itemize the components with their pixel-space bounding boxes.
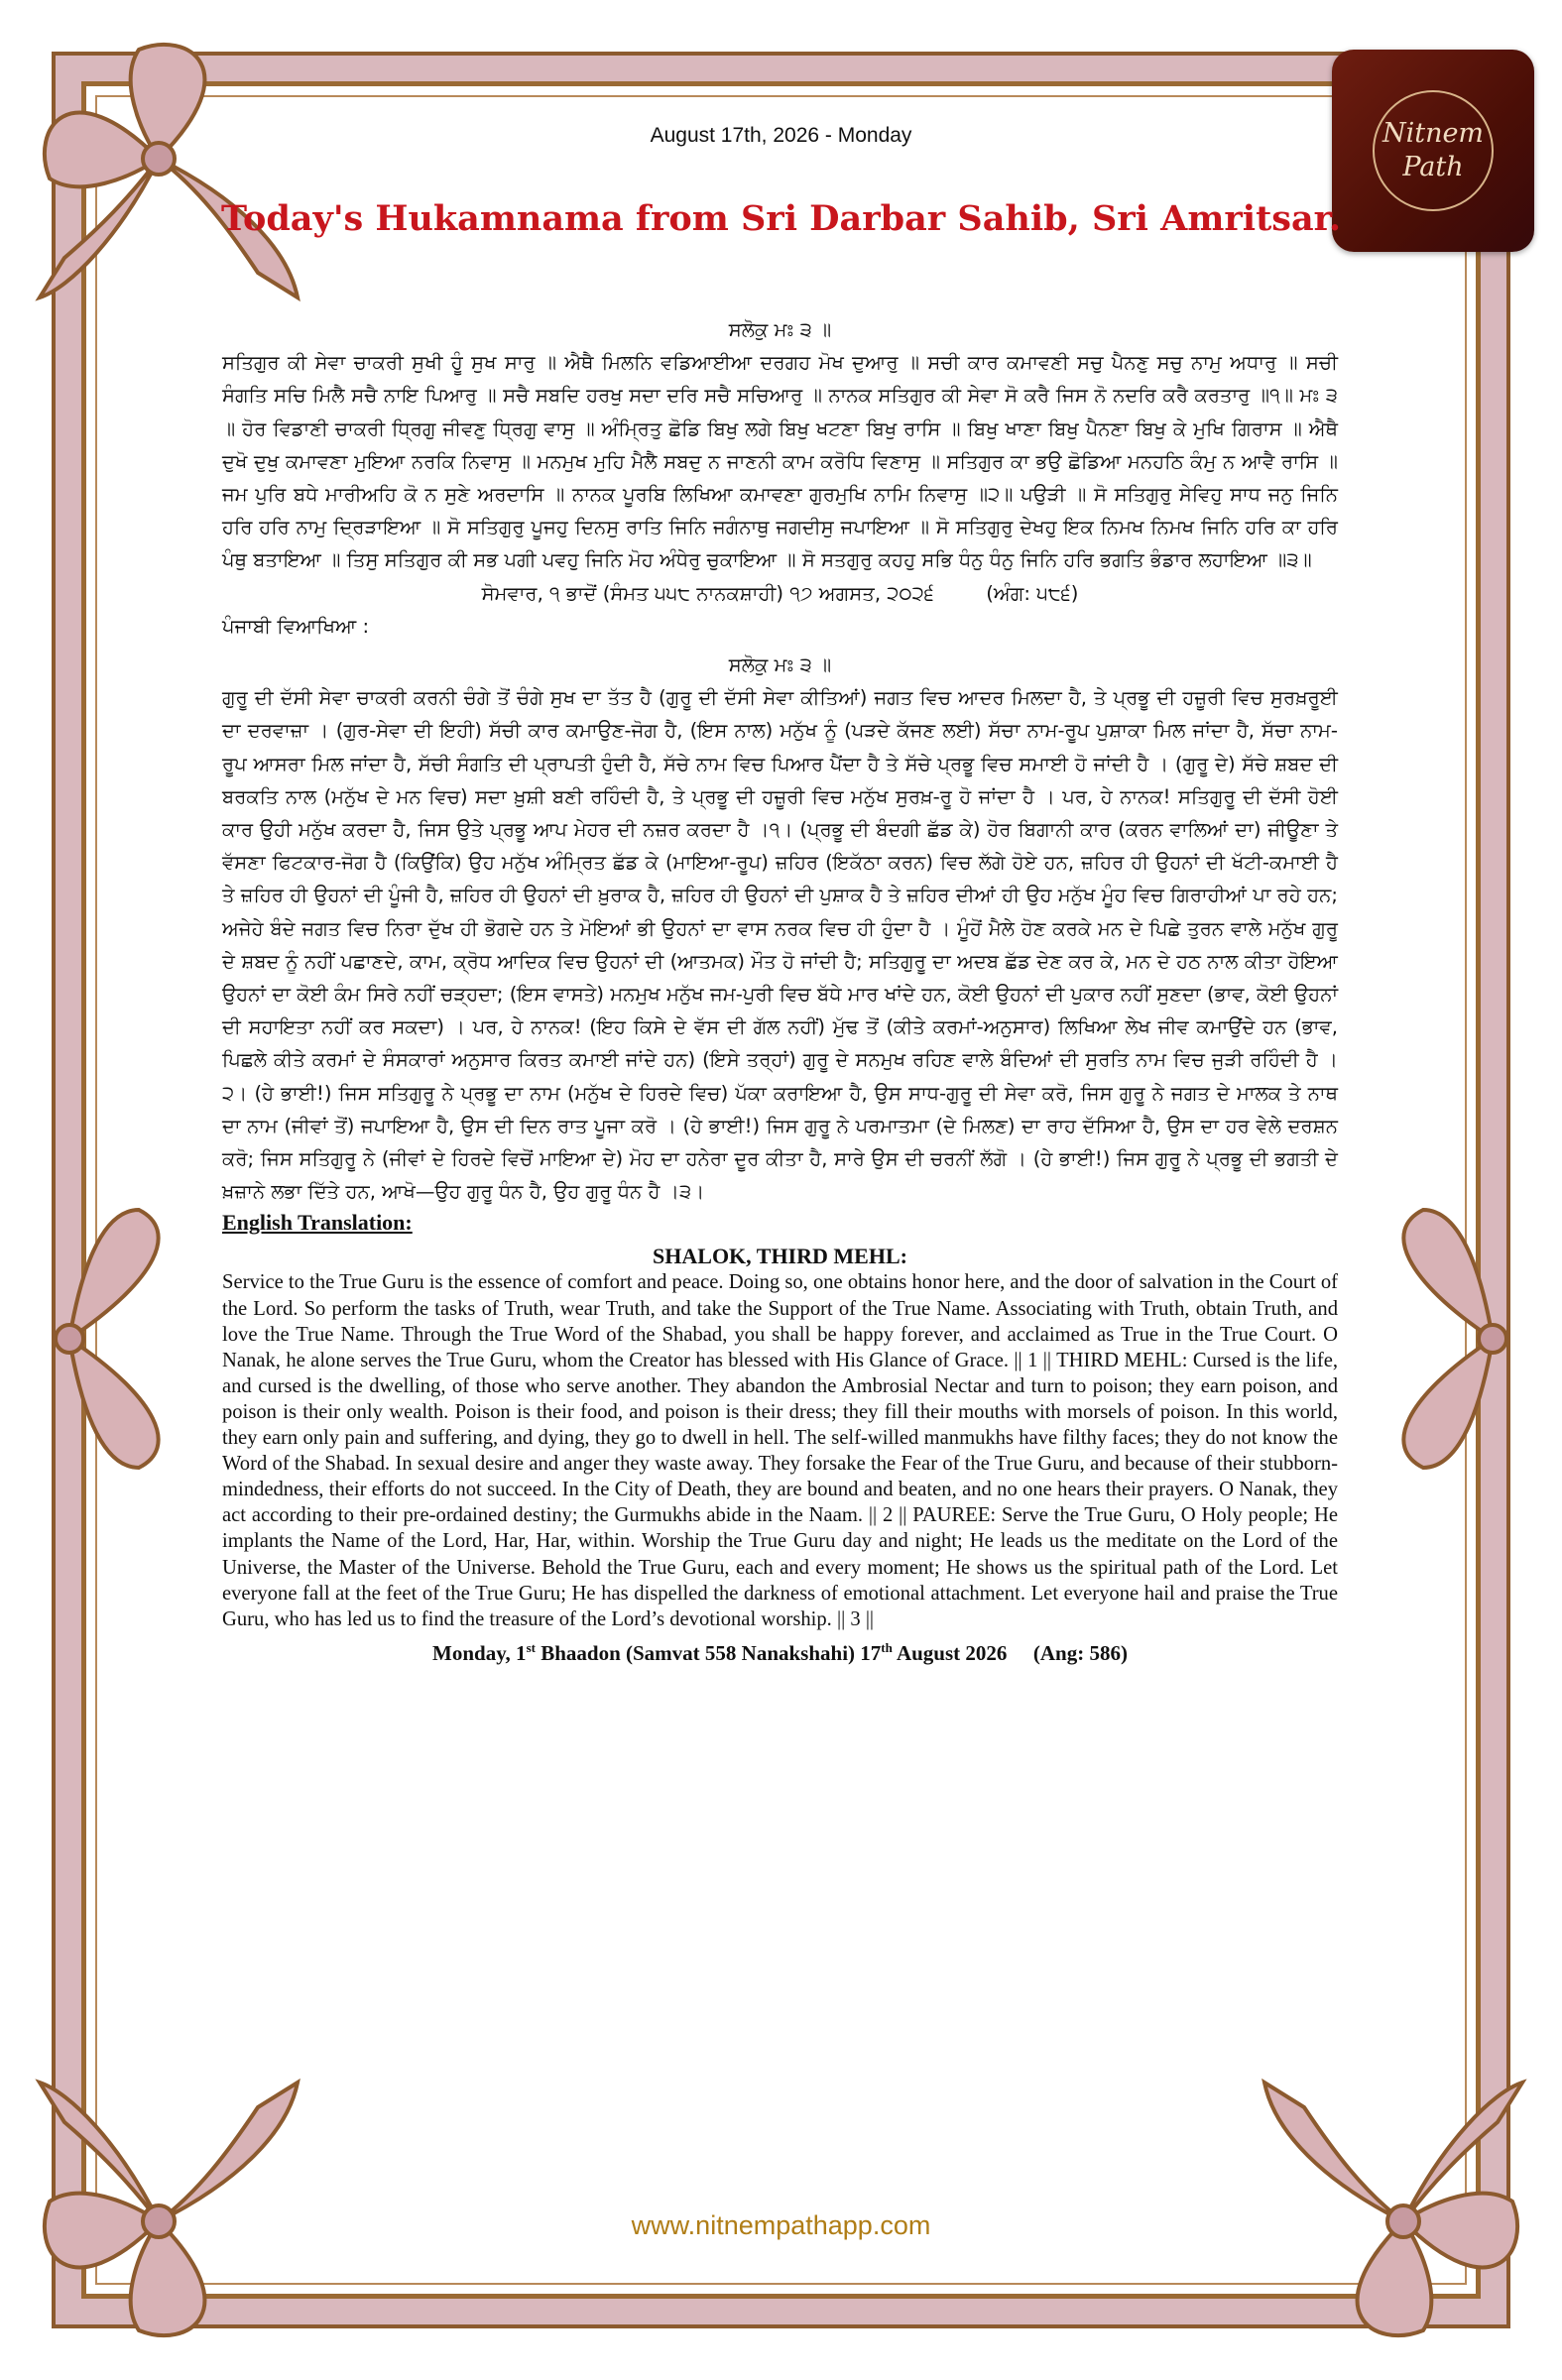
gurbani-ang: (ਅੰਗ: ੫੮੬)	[986, 581, 1079, 605]
gurbani-text: ਸਤਿਗੁਰ ਕੀ ਸੇਵਾ ਚਾਕਰੀ ਸੁਖੀ ਹੂੰ ਸੁਖ ਸਾਰੁ ॥ ਐਥੈ ਮਿਲਨਿ ਵਡਿਆਈਆ ਦਰਗਹ ਮੋਖ ਦੁਆਰੁ ॥ ਸਚੀ ਕਾਰ ਕਮਾਵਣੀ ਸਚੁ ਪੈਨਣੁ ਸਚੁ ਨਾਮੁ ਅਧਾਰੁ ॥ ਸਚੀ ਸੰਗਤਿ ਸਚਿ ਮਿਲੈ ਸਚੈ ਨਾਇ ਪਿਆਰੁ ॥ ਸਚੈ ਸਬਦਿ ਹਰਖੁ ਸਦਾ ਦਰਿ ਸਚੈ ਸਚਿਆਰੁ ॥ ਨਾਨਕ ਸਤਿਗੁਰ ਕੀ ਸੇਵਾ ਸੋ ਕਰੈ ਜਿਸ ਨੋ ਨਦਰਿ ਕਰੈ ਕਰਤਾਰੁ ॥੧॥ ਮਃ ੩ ॥ ਹੋਰ ਵਿਡਾਣੀ ਚਾਕਰੀ ਧ੍ਰਿਗੁ ਜੀਵਣੁ ਧ੍ਰਿਗੁ ਵਾਸੁ ॥ ਅੰਮ੍ਰਿਤੁ ਛੋਡਿ ਬਿਖੁ ਲਗੇ ਬਿਖੁ ਖਟਣਾ ਬਿਖੁ ਰਾਸਿ ॥ ਬਿਖੁ ਖਾਣਾ ਬਿਖੁ ਪੈਨਣਾ ਬਿਖੁ ਕੇ ਮੁਖਿ ਗਿਰਾਸ ॥ ਐਥੈ ਦੁਖੋ ਦੁਖੁ ਕਮਾਵਣਾ ਮੁਇਆ ਨਰਕਿ ਨਿਵਾਸੁ ॥ ਮਨਮੁਖ ਮੁਹਿ ਮੈਲੈ ਸਬਦੁ ਨ ਜਾਣਨੀ ਕਾਮ ਕਰੋਧਿ ਵਿਣਾਸੁ ॥ ਸਤਿਗੁਰ ਕਾ ਭਉ ਛੋਡਿਆ ਮਨਹਠਿ ਕੰਮੁ ਨ ਆਵੈ ਰਾਸਿ ॥ ਜਮ ਪੁਰਿ ਬਧੇ ਮਾਰੀਅਹਿ ਕੋ ਨ ਸੁਣੇ ਅਰਦਾਸਿ ॥ ਨਾਨਕ ਪੂਰਬਿ ਲਿਖਿਆ ਕਮਾਵਣਾ ਗੁਰਮੁਖਿ ਨਾਮਿ ਨਿਵਾਸੁ ॥੨॥ ਪਉੜੀ ॥ ਸੋ ਸਤਿਗੁਰੁ ਸੇਵਿਹੁ ਸਾਧ ਜਨੁ ਜਿਨਿ ਹਰਿ ਹਰਿ ਨਾਮੁ ਦ੍ਰਿੜਾਇਆ ॥ ਸੋ ਸਤਿਗੁਰੁ ਪੂਜਹੁ ਦਿਨਸੁ ਰਾਤਿ ਜਿਨਿ ਜਗੰਨਾਥੁ ਜਗਦੀਸੁ ਜਪਾਇਆ ॥ ਸੋ ਸਤਿਗੁਰੁ ਦੇਖਹੁ ਇਕ ਨਿਮਖ ਨਿਮਖ ਜਿਨਿ ਹਰਿ ਕਾ ਹਰਿ ਪੰਥੁ ਬਤਾਇਆ ॥ ਤਿਸੁ ਸਤਿਗੁਰ ਕੀ ਸਭ ਪਗੀ ਪਵਹੁ ਜਿਨਿ ਮੋਹ ਅੰਧੇਰੁ ਚੁਕਾਇਆ ॥ ਸੋ ਸਤਗੁਰੁ ਕਹਹੁ ਸਭਿ ਧੰਨੁ ਧੰਨੁ ਜਿਨਿ ਹਰਿ ਭਗਤਿ ਭੰਡਾਰ ਲਹਾਇਆ ॥੩॥	[222, 351, 1338, 572]
punjabi-explanation-label: ਪੰਜਾਬੀ ਵਿਆਖਿਆ :	[222, 614, 370, 638]
english-translation-label: English Translation:	[222, 1210, 413, 1236]
hukamnama-content	[222, 313, 1338, 1666]
bow-ornament-right-middle	[1374, 1200, 1552, 1478]
english-date-part-2: Bhaadon (Samvat 558 Nanakshahi) 17	[535, 1640, 882, 1665]
bow-ornament-top-left	[10, 10, 307, 307]
english-heading: SHALOK, THIRD MEHL:	[653, 1244, 907, 1269]
website-link[interactable]: www.nitnempathapp.com	[631, 2210, 931, 2240]
english-date-sup-1: st	[526, 1639, 536, 1655]
page-title: Today's Hukamnama from Sri Darbar Sahib, Sri Amritsar.	[220, 198, 1342, 239]
header-date: August 17th, 2026 - Monday	[650, 124, 912, 147]
english-date-part-1: Monday, 1	[432, 1640, 527, 1665]
english-date-sup-2: th	[881, 1639, 893, 1655]
gurbani-date: ਸੋਮਵਾਰ, ੧ ਭਾਦੋਂ (ਸੰਮਤ ੫੫੮ ਨਾਨਕਸ਼ਾਹੀ) ੧੭ ਅਗਸਤ, ੨੦੨੬	[481, 581, 934, 605]
english-date-line	[222, 1640, 1338, 1666]
english-ang: (Ang: 586)	[1032, 1640, 1128, 1665]
bow-ornament-left-middle	[10, 1200, 188, 1478]
logo-text-nitnem: Nitnem	[1382, 118, 1485, 149]
english-translation-text: Service to the True Guru is the essence of comfort and peace. Doing so, one obtains honor here, and the door of salvation in the Court of the Lord. So perform the tasks of Truth, wear Truth, and take the Support of the True Name. Associating with Truth, obtain Truth, and love the True Name. Through the True Word of the Shabad, you shall be happy forever, and acclaimed as True in the True Court. O Nanak, he alone serves the True Guru, whom the Creator has blessed with His Glance of Grace. || 1 || THIRD MEHL: Cursed is the life, and cursed is the dwelling, of those who serve another. They abandon the Ambrosial Nectar and turn to poison; they earn poison, and poison is their only wealth. Poison is their food, and poison is their dress; they fill their mouths with morsels of poison. In this world, they earn only pain and suffering, and dying, they go to dwell in hell. The self-willed manmukhs have filthy faces; they do not know the Word of the Shabad. In sexual desire and anger they waste away. They forsake the Fear of the True Guru, and because of their stubborn-mindedness, their efforts do not succeed. In the City of Death, they are bound and beaten, and no one hears their prayers. O Nanak, they act according to their pre-ordained destiny; the Gurmukhs abide in the Naam. || 2 || PAUREE: Serve the True Guru, O Holy people; He implants the Name of the Lord, Har, Har, within. Worship the True Guru day and night; He leads us the meditate on the Lord of the Universe, the Master of the Universe. Behold the True Guru, each and every moment; He shows us the spiritual path of the Lord. Let everyone fall at the feet of the True Guru; He has dispelled the darkness of emotional attachment. Let everyone hail and praise the True Guru, who has led us to find the treasure of the Lord’s devotional worship. || 3 ||	[222, 1271, 1338, 1630]
gurbani-date-line	[222, 577, 1338, 610]
logo-text-path: Path	[1402, 152, 1464, 182]
punjabi-explanation-text: ਗੁਰੂ ਦੀ ਦੱਸੀ ਸੇਵਾ ਚਾਕਰੀ ਕਰਨੀ ਚੰਗੇ ਤੋਂ ਚੰਗੇ ਸੁਖ ਦਾ ਤੱਤ ਹੈ (ਗੁਰੂ ਦੀ ਦੱਸੀ ਸੇਵਾ ਕੀਤਿਆਂ) ਜਗਤ ਵਿਚ ਆਦਰ ਮਿਲਦਾ ਹੈ, ਤੇ ਪ੍ਰਭੂ ਦੀ ਹਜ਼ੂਰੀ ਵਿਚ ਸੁਰਖ਼ਰੂਈ ਦਾ ਦਰਵਾਜ਼ਾ । (ਗੁਰ-ਸੇਵਾ ਦੀ ਇਹੀ) ਸੱਚੀ ਕਾਰ ਕਮਾਉਣ-ਜੋਗ ਹੈ, (ਇਸ ਨਾਲ) ਮਨੁੱਖ ਨੂੰ (ਪੜਦੇ ਕੱਜਣ ਲਈ) ਸੱਚਾ ਨਾਮ-ਰੂਪ ਪੁਸ਼ਾਕਾ ਮਿਲ ਜਾਂਦਾ ਹੈ, ਸੱਚਾ ਨਾਮ-ਰੂਪ ਆਸਰਾ ਮਿਲ ਜਾਂਦਾ ਹੈ, ਸੱਚੀ ਸੰਗਤਿ ਦੀ ਪ੍ਰਾਪਤੀ ਹੁੰਦੀ ਹੈ, ਸੱਚੇ ਨਾਮ ਵਿਚ ਪਿਆਰ ਪੈਂਦਾ ਹੈ ਤੇ ਸੱਚੇ ਪ੍ਰਭੂ ਵਿਚ ਸਮਾਈ ਹੋ ਜਾਂਦੀ ਹੈ । (ਗੁਰੂ ਦੇ) ਸੱਚੇ ਸ਼ਬਦ ਦੀ ਬਰਕਤਿ ਨਾਲ (ਮਨੁੱਖ ਦੇ ਮਨ ਵਿਚ) ਸਦਾ ਖ਼ੁਸ਼ੀ ਬਣੀ ਰਹਿੰਦੀ ਹੈ, ਤੇ ਪ੍ਰਭੂ ਦੀ ਹਜ਼ੂਰੀ ਵਿਚ ਮਨੁੱਖ ਸੁਰਖ਼-ਰੂ ਹੋ ਜਾਂਦਾ ਹੈ । ਪਰ, ਹੇ ਨਾਨਕ! ਸਤਿਗੁਰੂ ਦੀ ਦੱਸੀ ਹੋਈ ਕਾਰ ਉਹੀ ਮਨੁੱਖ ਕਰਦਾ ਹੈ, ਜਿਸ ਉਤੇ ਪ੍ਰਭੂ ਆਪ ਮੇਹਰ ਦੀ ਨਜ਼ਰ ਕਰਦਾ ਹੈ ।੧। (ਪ੍ਰਭੂ ਦੀ ਬੰਦਗੀ ਛੱਡ ਕੇ) ਹੋਰ ਬਿਗਾਨੀ ਕਾਰ (ਕਰਨ ਵਾਲਿਆਂ ਦਾ) ਜੀਊਣਾ ਤੇ ਵੱਸਣਾ ਫਿਟਕਾਰ-ਜੋਗ ਹੈ (ਕਿਉਂਕਿ) ਉਹ ਮਨੁੱਖ ਅੰਮ੍ਰਿਤ ਛੱਡ ਕੇ (ਮਾਇਆ-ਰੂਪ) ਜ਼ਹਿਰ (ਇਕੱਠਾ ਕਰਨ) ਵਿਚ ਲੱਗੇ ਹੋਏ ਹਨ, ਜ਼ਹਿਰ ਹੀ ਉਹਨਾਂ ਦੀ ਖੱਟੀ-ਕਮਾਈ ਹੈ ਤੇ ਜ਼ਹਿਰ ਹੀ ਉਹਨਾਂ ਦੀ ਪੂੰਜੀ ਹੈ, ਜ਼ਹਿਰ ਹੀ ਉਹਨਾਂ ਦੀ ਖ਼ੁਰਾਕ ਹੈ, ਜ਼ਹਿਰ ਹੀ ਉਹਨਾਂ ਦੀ ਪੁਸ਼ਾਕ ਹੈ ਤੇ ਜ਼ਹਿਰ ਦੀਆਂ ਹੀ ਉਹ ਮਨੁੱਖ ਮੂੰਹ ਵਿਚ ਗਿਰਾਹੀਆਂ ਪਾ ਰਹੇ ਹਨ; ਅਜੇਹੇ ਬੰਦੇ ਜਗਤ ਵਿਚ ਨਿਰਾ ਦੁੱਖ ਹੀ ਭੋਗਦੇ ਹਨ ਤੇ ਮੋਇਆਂ ਭੀ ਉਹਨਾਂ ਦਾ ਵਾਸ ਨਰਕ ਵਿਚ ਹੀ ਹੁੰਦਾ ਹੈ । ਮੂੰਹੋਂ ਮੈਲੇ ਹੋਣ ਕਰਕੇ ਮਨ ਦੇ ਪਿਛੇ ਤੁਰਨ ਵਾਲੇ ਮਨੁੱਖ ਗੁਰੂ ਦੇ ਸ਼ਬਦ ਨੂੰ ਨਹੀਂ ਪਛਾਣਦੇ, ਕਾਮ, ਕ੍ਰੋਧ ਆਦਿਕ ਵਿਚ ਉਹਨਾਂ ਦੀ (ਆਤਮਕ) ਮੌਤ ਹੋ ਜਾਂਦੀ ਹੈ; ਸਤਿਗੁਰੂ ਦਾ ਅਦਬ ਛੱਡ ਦੇਣ ਕਰ ਕੇ, ਮਨ ਦੇ ਹਠ ਨਾਲ ਕੀਤਾ ਹੋਇਆ ਉਹਨਾਂ ਦਾ ਕੋਈ ਕੰਮ ਸਿਰੇ ਨਹੀਂ ਚੜ੍ਹਦਾ; (ਇਸ ਵਾਸਤੇ) ਮਨਮੁਖ ਮਨੁੱਖ ਜਮ-ਪੁਰੀ ਵਿਚ ਬੱਧੇ ਮਾਰ ਖਾਂਦੇ ਹਨ, ਕੋਈ ਉਹਨਾਂ ਦੀ ਪੁਕਾਰ ਨਹੀਂ ਸੁਣਦਾ (ਭਾਵ, ਕੋਈ ਉਹਨਾਂ ਦੀ ਸਹਾਇਤਾ ਨਹੀਂ ਕਰ ਸਕਦਾ) । ਪਰ, ਹੇ ਨਾਨਕ! (ਇਹ ਕਿਸੇ ਦੇ ਵੱਸ ਦੀ ਗੱਲ ਨਹੀਂ) ਮੁੱਢ ਤੋਂ (ਕੀਤੇ ਕਰਮਾਂ-ਅਨੁਸਾਰ) ਲਿਖਿਆ ਲੇਖ ਜੀਵ ਕਮਾਉਂਦੇ ਹਨ (ਭਾਵ, ਪਿਛਲੇ ਕੀਤੇ ਕਰਮਾਂ ਦੇ ਸੰਸਕਾਰਾਂ ਅਨੁਸਾਰ ਕਿਰਤ ਕਮਾਈ ਜਾਂਦੇ ਹਨ) (ਇਸੇ ਤਰ੍ਹਾਂ) ਗੁਰੂ ਦੇ ਸਨਮੁਖ ਰਹਿਣ ਵਾਲੇ ਬੰਦਿਆਂ ਦੀ ਸੁਰਤਿ ਨਾਮ ਵਿਚ ਜੁੜੀ ਰਹਿੰਦੀ ਹੈ ।੨। (ਹੇ ਭਾਈ!) ਜਿਸ ਸਤਿਗੁਰੂ ਨੇ ਪ੍ਰਭੂ ਦਾ ਨਾਮ (ਮਨੁੱਖ ਦੇ ਹਿਰਦੇ ਵਿਚ) ਪੱਕਾ ਕਰਾਇਆ ਹੈ, ਉਸ ਸਾਧ-ਗੁਰੂ ਦੀ ਸੇਵਾ ਕਰੋ, ਜਿਸ ਗੁਰੂ ਨੇ ਜਗਤ ਦੇ ਮਾਲਕ ਤੇ ਨਾਥ ਦਾ ਨਾਮ (ਜੀਵਾਂ ਤੋਂ) ਜਪਾਇਆ ਹੈ, ਉਸ ਦੀ ਦਿਨ ਰਾਤ ਪੂਜਾ ਕਰੋ । (ਹੇ ਭਾਈ!) ਜਿਸ ਗੁਰੂ ਨੇ ਪਰਮਾਤਮਾ (ਦੇ ਮਿਲਣ) ਦਾ ਰਾਹ ਦੱਸਿਆ ਹੈ, ਉਸ ਦਾ ਹਰ ਵੇਲੇ ਦਰਸ਼ਨ ਕਰੋ; ਜਿਸ ਸਤਿਗੁਰੂ ਨੇ (ਜੀਵਾਂ ਦੇ ਹਿਰਦੇ ਵਿਚੋਂ ਮਾਇਆ ਦੇ) ਮੋਹ ਦਾ ਹਨੇਰਾ ਦੂਰ ਕੀਤਾ ਹੈ, ਸਾਰੇ ਉਸ ਦੀ ਚਰਨੀਂ ਲੱਗੋ । (ਹੇ ਭਾਈ!) ਜਿਸ ਗੁਰੂ ਨੇ ਪ੍ਰਭੂ ਦੀ ਭਗਤੀ ਦੇ ਖ਼ਜ਼ਾਨੇ ਲਭਾ ਦਿੱਤੇ ਹਨ, ਆਖੋ—ਉਹ ਗੁਰੂ ਧੰਨ ਹੈ, ਉਹ ਗੁਰੂ ਧੰਨ ਹੈ ।੩।	[222, 686, 1338, 1204]
gurbani-heading: ਸਲੋਕੁ ਮਃ ੩ ॥	[728, 318, 832, 341]
english-date-part-3: August 2026	[892, 1640, 1008, 1665]
punjabi-heading: ਸਲੋਕੁ ਮਃ ੩ ॥	[728, 654, 832, 677]
